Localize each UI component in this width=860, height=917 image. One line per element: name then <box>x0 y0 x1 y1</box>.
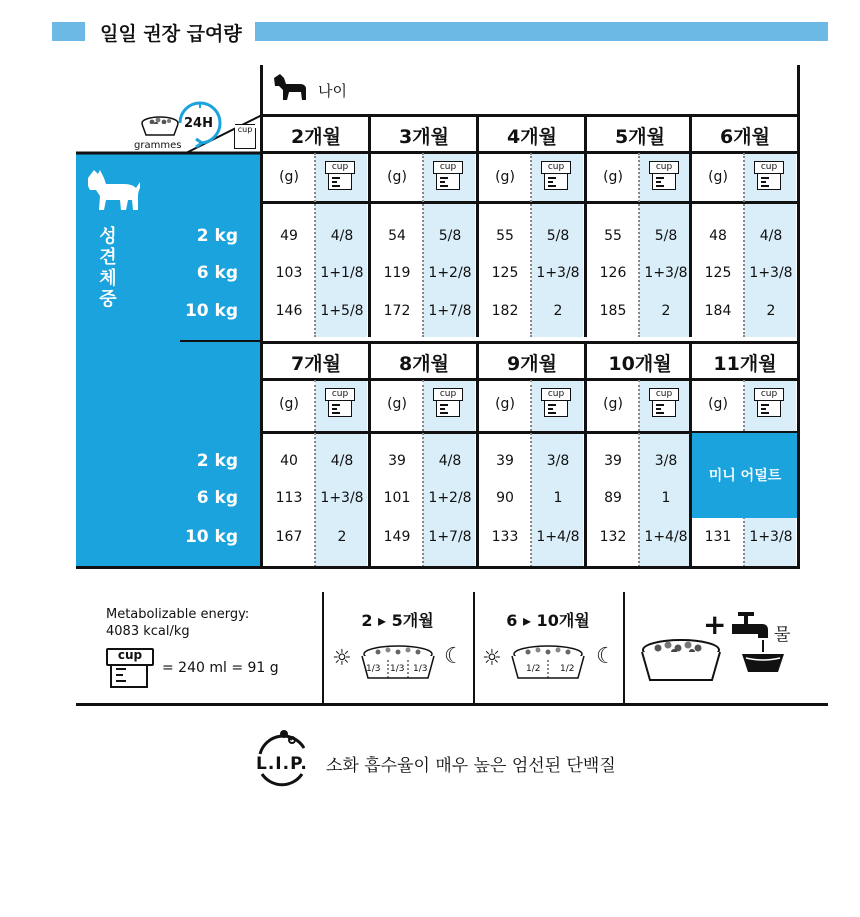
cup-value: 2 <box>661 303 671 319</box>
cup-value: 2 <box>553 303 563 319</box>
sun-icon: ☼ <box>332 646 352 671</box>
month-header: 10개월 <box>608 353 672 375</box>
month-header: 9개월 <box>507 353 557 375</box>
meal2-portion-2: 1/2 <box>560 664 575 674</box>
gram-value: 185 <box>599 303 627 319</box>
meal-label-2: 6 ▸ 10개월 <box>506 611 590 630</box>
frame-top-header <box>260 114 800 117</box>
cup-value: 1+3/8 <box>749 529 793 545</box>
energy-line-1: Metabolizable energy: <box>106 607 250 622</box>
meal1-portion-1: 1/3 <box>366 664 381 674</box>
lip-logo-text: L.I.P. <box>256 754 308 774</box>
cup-value: 5/8 <box>654 228 678 244</box>
frame-left <box>260 65 263 568</box>
gram-value: 126 <box>599 265 627 281</box>
cup-value: 2 <box>766 303 776 319</box>
meal1-portion-3: 1/3 <box>413 664 428 674</box>
gram-value: 172 <box>383 303 411 319</box>
weight-label: 6 kg <box>196 488 238 508</box>
water-label: 물 <box>774 625 791 645</box>
gram-value: 54 <box>388 228 406 244</box>
meal2-portion-1: 1/2 <box>526 664 541 674</box>
grams-unit: (g) <box>708 169 728 185</box>
cup-icon <box>325 388 357 422</box>
gram-value: 132 <box>599 529 627 545</box>
energy-line-2: 4083 kcal/kg <box>106 624 190 639</box>
gram-value: 101 <box>383 490 411 506</box>
energy-cup-label: cup <box>117 648 143 662</box>
grams-unit: (g) <box>603 169 623 185</box>
gram-value: 49 <box>280 228 298 244</box>
cup-icon <box>325 161 357 195</box>
cup-value: 4/8 <box>330 228 354 244</box>
weight-label: 10 kg <box>184 301 238 321</box>
grams-unit: (g) <box>387 169 407 185</box>
cup-value: 3/8 <box>546 453 570 469</box>
month-header: 3개월 <box>399 126 449 148</box>
cup-value: 1 <box>661 490 671 506</box>
gram-value: 125 <box>704 265 732 281</box>
weight-label: 2 kg <box>196 226 238 246</box>
gram-value: 39 <box>496 453 514 469</box>
grams-unit: (g) <box>495 396 515 412</box>
gram-value: 89 <box>604 490 622 506</box>
gram-value: 103 <box>275 265 303 281</box>
title-bar-left <box>52 22 85 41</box>
energy-equation: = 240 ml = 91 g <box>162 660 279 676</box>
frame-bottom <box>76 566 800 569</box>
bowl-portions-2-icon <box>508 644 588 682</box>
cup-value: 2 <box>337 529 347 545</box>
gauge-cup-icon <box>234 125 256 149</box>
cup-value: 1+3/8 <box>320 490 364 506</box>
gram-value: 125 <box>491 265 519 281</box>
cup-value: 4/8 <box>438 453 462 469</box>
mini-adult-label: 미니 어덜트 <box>708 468 782 484</box>
meal1-portion-2: 1/3 <box>390 664 405 674</box>
cup-icon-label: cup <box>541 161 571 174</box>
cup-icon <box>433 161 465 195</box>
cup-icon-label: cup <box>325 161 355 174</box>
month-header: 11개월 <box>713 353 777 375</box>
cup-value: 1+4/8 <box>536 529 580 545</box>
moon-icon: ☾ <box>596 644 616 669</box>
gram-value: 48 <box>709 228 727 244</box>
cup-icon <box>649 388 681 422</box>
gram-value: 40 <box>280 453 298 469</box>
grams-unit: (g) <box>495 169 515 185</box>
cup-value: 1+4/8 <box>644 529 688 545</box>
gram-value: 55 <box>496 228 514 244</box>
title-bar-right <box>255 22 828 41</box>
page-title: 일일 권장 급여량 <box>100 23 242 45</box>
gram-value: 131 <box>704 529 732 545</box>
bowl-portions-3-icon <box>358 644 438 682</box>
gram-value: 182 <box>491 303 519 319</box>
meal-label-1: 2 ▸ 5개월 <box>361 611 434 630</box>
age-label: 나이 <box>318 82 347 100</box>
gram-value: 133 <box>491 529 519 545</box>
month-header: 4개월 <box>507 126 557 148</box>
cup-icon <box>754 161 786 195</box>
block-top-line <box>260 341 800 344</box>
month-header: 5개월 <box>615 126 665 148</box>
gauge-hours: 24H <box>184 116 213 131</box>
weight-label: 10 kg <box>184 527 238 547</box>
gram-value: 39 <box>388 453 406 469</box>
month-header: 7개월 <box>291 353 341 375</box>
cup-value: 1+5/8 <box>320 303 364 319</box>
frame-right <box>797 65 800 568</box>
cup-icon-label: cup <box>754 161 784 174</box>
gauge-cup-label: cup <box>235 124 255 134</box>
month-header: 6개월 <box>720 126 770 148</box>
cup-value: 1 <box>553 490 563 506</box>
cup-value: 1+7/8 <box>428 529 472 545</box>
lip-description: 소화 흡수율이 매우 높은 엄선된 단백질 <box>326 756 616 776</box>
weight-label: 2 kg <box>196 451 238 471</box>
gram-value: 113 <box>275 490 303 506</box>
section-bottom-line <box>76 703 828 706</box>
moon-icon: ☾ <box>444 644 464 669</box>
cup-icon-label: cup <box>433 388 463 401</box>
gram-value: 90 <box>496 490 514 506</box>
cup-value: 1+3/8 <box>644 265 688 281</box>
cup-value: 1+1/8 <box>320 265 364 281</box>
gram-value: 149 <box>383 529 411 545</box>
water-plus: + <box>703 608 727 641</box>
puppy-icon <box>272 72 308 102</box>
gram-value: 184 <box>704 303 732 319</box>
section-divider-3 <box>623 592 625 704</box>
gauge-unit: grammes <box>134 140 182 151</box>
grams-unit: (g) <box>279 169 299 185</box>
cup-value: 5/8 <box>546 228 570 244</box>
weight-group-label: 성견 체중 <box>99 226 117 310</box>
cup-icon <box>754 388 786 422</box>
weight-column-divider <box>180 340 262 342</box>
grams-unit: (g) <box>387 396 407 412</box>
cup-value: 4/8 <box>330 453 354 469</box>
weight-label: 6 kg <box>196 263 238 283</box>
cup-value: 3/8 <box>654 453 678 469</box>
cup-value: 1+3/8 <box>536 265 580 281</box>
month-header: 8개월 <box>399 353 449 375</box>
cup-value: 1+2/8 <box>428 490 472 506</box>
gram-value: 55 <box>604 228 622 244</box>
cup-icon-label: cup <box>433 161 463 174</box>
adult-dog-icon <box>84 166 144 212</box>
cup-value: 1+7/8 <box>428 303 472 319</box>
cup-icon-label: cup <box>649 388 679 401</box>
grams-unit: (g) <box>603 396 623 412</box>
cup-icon <box>433 388 465 422</box>
cup-icon-label: cup <box>325 388 355 401</box>
cup-icon <box>541 161 573 195</box>
gram-value: 167 <box>275 529 303 545</box>
gram-value: 39 <box>604 453 622 469</box>
cup-icon-label: cup <box>541 388 571 401</box>
full-bowl-icon <box>636 636 726 684</box>
grams-unit: (g) <box>279 396 299 412</box>
cup-icon <box>541 388 573 422</box>
energy-cup-icon <box>106 648 150 690</box>
cup-value: 5/8 <box>438 228 462 244</box>
gram-value: 146 <box>275 303 303 319</box>
cup-value: 4/8 <box>759 228 783 244</box>
cup-icon-label: cup <box>649 161 679 174</box>
cup-value: 1+3/8 <box>749 265 793 281</box>
sun-icon: ☼ <box>482 646 502 671</box>
cup-value: 1+2/8 <box>428 265 472 281</box>
cup-icon <box>649 161 681 195</box>
cup-icon-label: cup <box>754 388 784 401</box>
month-header: 2개월 <box>291 126 341 148</box>
grams-unit: (g) <box>708 396 728 412</box>
gram-value: 119 <box>383 265 411 281</box>
